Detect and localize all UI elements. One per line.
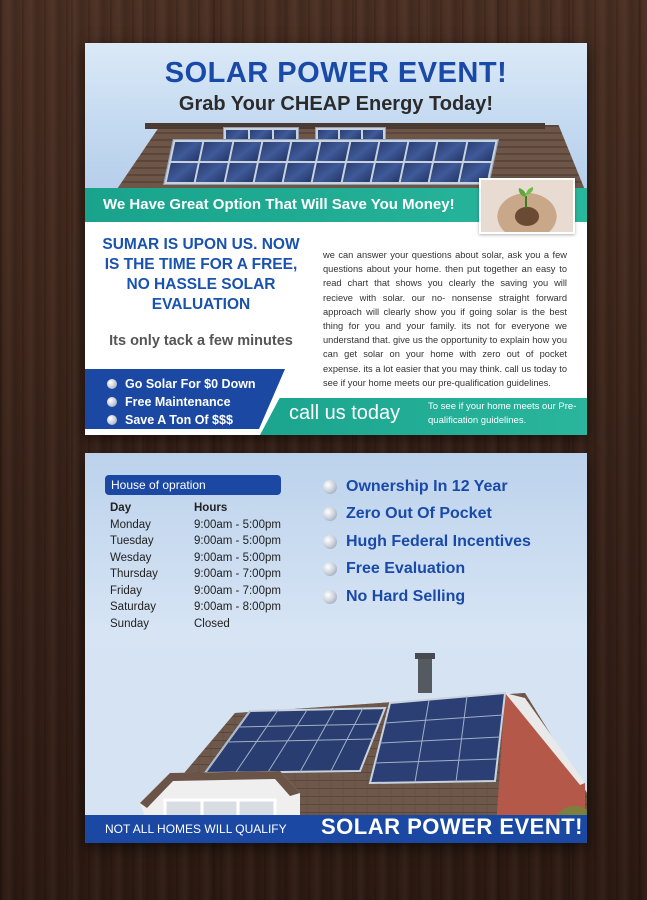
- list-item: Free Maintenance: [107, 393, 256, 411]
- features-list: [323, 473, 531, 611]
- flyer-back: [85, 453, 587, 843]
- call-to-action-subtext: To see if your home meets our Pre-qualification guidelines.: [428, 401, 577, 426]
- call-to-action: call us today: [289, 402, 401, 424]
- table-row: Sunday Closed: [110, 617, 230, 630]
- body-paragraph: we can answer your questions about solar, ask you a few questions about your home. then put together an easy to read chart that shows you clearly the saving you will recieve with solar. our no- nonsense straight forward approach will clearly show you if going solar is the best thing for you and your family. its not for everyone we understand that. give us the opportunity to explain how you can get solar on your home with zero out of pocket expense. its a lot easier that you may think. call us today to see if your home meets our pre-qualification guidelines.: [323, 250, 567, 388]
- table-row: Wesday 9:00am - 5:00pm: [110, 551, 281, 564]
- list-item: Go Solar For $0 Down: [107, 375, 256, 393]
- bullet-icon: [107, 379, 117, 389]
- bullet-icon: [107, 415, 117, 425]
- table-header: Day Hours: [110, 502, 228, 514]
- table-row: Tuesday 9:00am - 5:00pm: [110, 535, 281, 547]
- list-item: Hugh Federal Incentives: [323, 528, 531, 556]
- hours-title: House of opration: [105, 475, 281, 495]
- list-item: Ownership In 12 Year: [323, 473, 531, 501]
- tagline: Its only tack a few minutes: [109, 333, 293, 349]
- bullet-icon: [323, 480, 337, 494]
- bullet-icon: [323, 590, 337, 604]
- footer-event-title: SOLAR POWER EVENT!: [321, 814, 584, 839]
- sprout-icon: [517, 186, 535, 208]
- savings-banner-text: We Have Great Option That Will Save You Money!: [103, 196, 455, 213]
- table-row: Thursday 9:00am - 7:00pm: [110, 568, 281, 580]
- bullet-icon: [323, 507, 337, 521]
- list-item: Zero Out Of Pocket: [323, 501, 531, 529]
- list-item: Free Evaluation: [323, 556, 531, 584]
- hero-roof-photo: [85, 43, 587, 188]
- table-row: Saturday 9:00am - 8:00pm: [110, 601, 281, 613]
- table-row: Friday 9:00am - 7:00pm: [110, 584, 281, 597]
- solar-panel-array: [163, 139, 499, 185]
- list-item: Save A Ton Of $$$: [107, 411, 256, 429]
- hands-with-sprout-photo: [479, 178, 575, 234]
- event-subtitle: Grab Your CHEAP Energy Today!: [178, 93, 494, 115]
- list-item: No Hard Selling: [323, 583, 531, 611]
- table-row: Monday 9:00am - 5:00pm: [110, 518, 281, 531]
- bullet-icon: [323, 562, 337, 576]
- flyer-front: [85, 43, 587, 435]
- bullet-icon: [323, 535, 337, 549]
- benefits-list: [107, 375, 256, 429]
- headline: SUMAR IS UPON US. NOW IS THE TIME FOR A FREE, NO HASSLE SOLAR EVALUATION: [102, 236, 300, 313]
- qualify-notice: NOT ALL HOMES WILL QUALIFY: [105, 822, 287, 836]
- event-title: SOLAR POWER EVENT!: [164, 57, 508, 89]
- hours-table: [110, 500, 281, 632]
- bullet-icon: [107, 397, 117, 407]
